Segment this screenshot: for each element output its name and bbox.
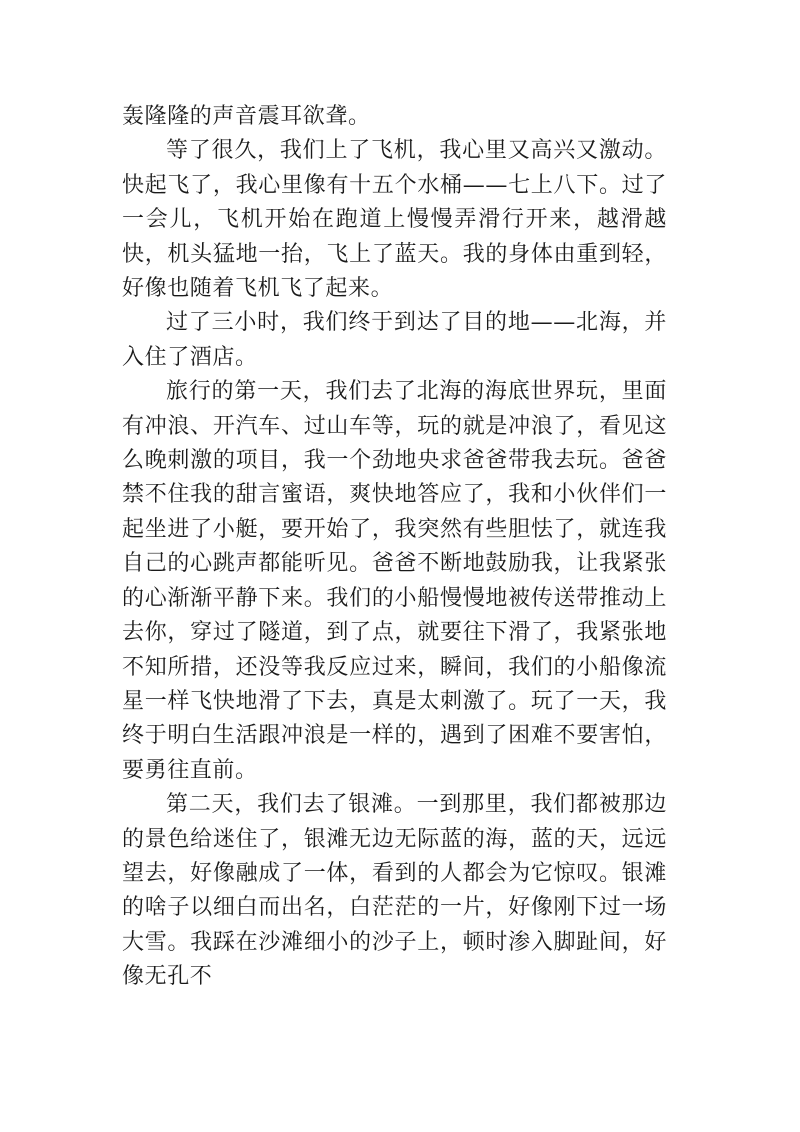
document-body [122, 100, 667, 995]
paragraph-2: 等了很久，我们上了飞机，我心里又高兴又激动。快起飞了，我心里像有十五个水桶——七上八下。过了一会儿，飞机开始在跑道上慢慢弄滑行开来，越滑越快，机头猛地一抬，飞上了蓝天。我的身体由重到轻，好像也随着飞机飞了起来。 [122, 138, 667, 302]
paragraph-4: 旅行的第一天，我们去了北海的海底世界玩，里面有冲浪、开汽车、过山车等，玩的就是冲浪了，看见这么晚刺激的项目，我一个劲地央求爸爸带我去玩。爸爸禁不住我的甜言蜜语，爽快地答应了，我和小伙伴们一起坐进了小艇，要开始了，我突然有些胆怯了，就连我自己的心跳声都能听见。爸爸不断地鼓励我，让我紧张的心渐渐平静下来。我们的小船慢慢地被传送带推动上去你，穿过了隧道，到了点，就要往下滑了，我紧张地不知所措，还没等我反应过来，瞬间，我们的小船像流星一样飞快地滑了下去，真是太刺激了。玩了一天，我终于明白生活跟冲浪是一样的，遇到了困难不要害怕，要勇往直前。 [122, 379, 667, 783]
paragraph-1: 轰隆隆的声音震耳欲聋。 [122, 104, 371, 129]
paragraph-5: 第二天，我们去了银滩。一到那里，我们都被那边的景色给迷住了，银滩无边无际蓝的海，蓝的天，远远望去，好像融成了一体，看到的人都会为它惊叹。银滩的啥子以细白而出名，白茫茫的一片，好像刚下过一场大雪。我踩在沙滩细小的沙子上，顿时渗入脚趾间，好像无孔不 [122, 792, 667, 990]
paragraph-3: 过了三小时，我们终于到达了目的地——北海，并入住了酒店。 [122, 310, 667, 370]
